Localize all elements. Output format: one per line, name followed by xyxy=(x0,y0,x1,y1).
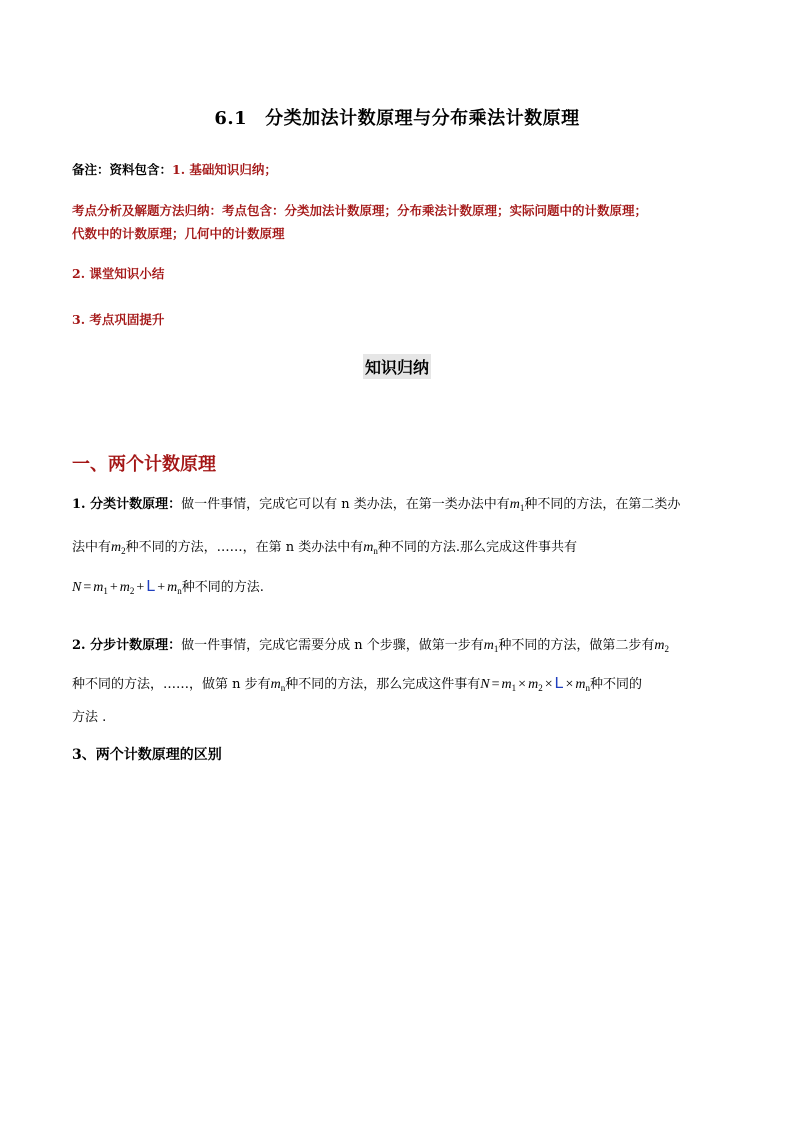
p1-text-6: 种不同的方法. xyxy=(181,580,264,595)
formula-m1: $m_1$ xyxy=(509,497,525,513)
note-line-1 xyxy=(72,160,277,178)
p1-text-1: 做一件事情，完成它可以有 n 类办法，在第一类办法中有 xyxy=(181,497,510,512)
formula-mn: $m_n$ xyxy=(270,677,286,693)
p1-line-3 xyxy=(72,576,722,596)
p2-label: 2. 分步计数原理： xyxy=(72,638,182,653)
product-formula: $N = m_1 \times m_2 \times L \times m_n$ xyxy=(480,675,591,693)
section-title-text: 知识归纳 xyxy=(363,354,431,379)
p1-line-2 xyxy=(72,536,722,556)
document-title xyxy=(0,104,794,130)
heading-two-principles: 一、两个计数原理 xyxy=(72,454,216,475)
note-item-3: 3. 考点巩固提升 xyxy=(72,312,165,327)
p1-text-4: 种不同的方法，……，在第 n 类办法中有 xyxy=(125,540,364,555)
formula-m2: $m_2$ xyxy=(654,638,670,654)
formula-mn: $m_n$ xyxy=(363,540,378,556)
note-line-3: 代数中的计数原理；几何中的计数原理 xyxy=(72,226,285,241)
formula-m1: $m_1$ xyxy=(483,638,499,654)
p1-text-5: 种不同的方法.那么完成这件事共有 xyxy=(377,540,578,555)
heading-difference: 3、两个计数原理的区别 xyxy=(72,747,222,763)
p1-text-3: 法中有 xyxy=(72,540,112,555)
p2-text-5: 种不同的 xyxy=(590,677,643,692)
p1-line-1 xyxy=(72,493,722,513)
note-line-2: 考点分析及解题方法归纳：考点包含：分类加法计数原理；分布乘法计数原理；实际问题中的计数原理； xyxy=(72,203,648,218)
p2-line-3 xyxy=(72,706,722,725)
p2-line-2 xyxy=(72,673,722,693)
formula-m2: $m_2$ xyxy=(111,540,126,556)
note-item-1: 1. 基础知识归纳； xyxy=(172,162,277,177)
p2-text-6: 方法 . xyxy=(72,710,107,725)
p2-text-3: 种不同的方法，……，做第 n 步有 xyxy=(72,677,271,692)
p2-line-1 xyxy=(72,634,722,654)
note-item-2: 2. 课堂知识小结 xyxy=(72,266,165,281)
note-label: 备注：资料包含： xyxy=(72,162,173,177)
p1-text-2: 种不同的方法，在第二类办 xyxy=(524,497,681,512)
p2-text-1: 做一件事情，完成它需要分成 n 个步骤，做第一步有 xyxy=(181,638,484,653)
sum-formula: $N = m_1 + m_2 + L + m_n$ xyxy=(72,578,182,596)
title-number: 6.1 xyxy=(214,108,248,129)
p2-text-2: 种不同的方法，做第二步有 xyxy=(498,638,655,653)
title-text: 分类加法计数原理与分布乘法计数原理 xyxy=(265,108,580,129)
p2-text-4: 种不同的方法，那么完成这件事有 xyxy=(285,677,481,692)
section-title xyxy=(0,354,794,379)
p1-label: 1. 分类计数原理： xyxy=(72,497,182,512)
